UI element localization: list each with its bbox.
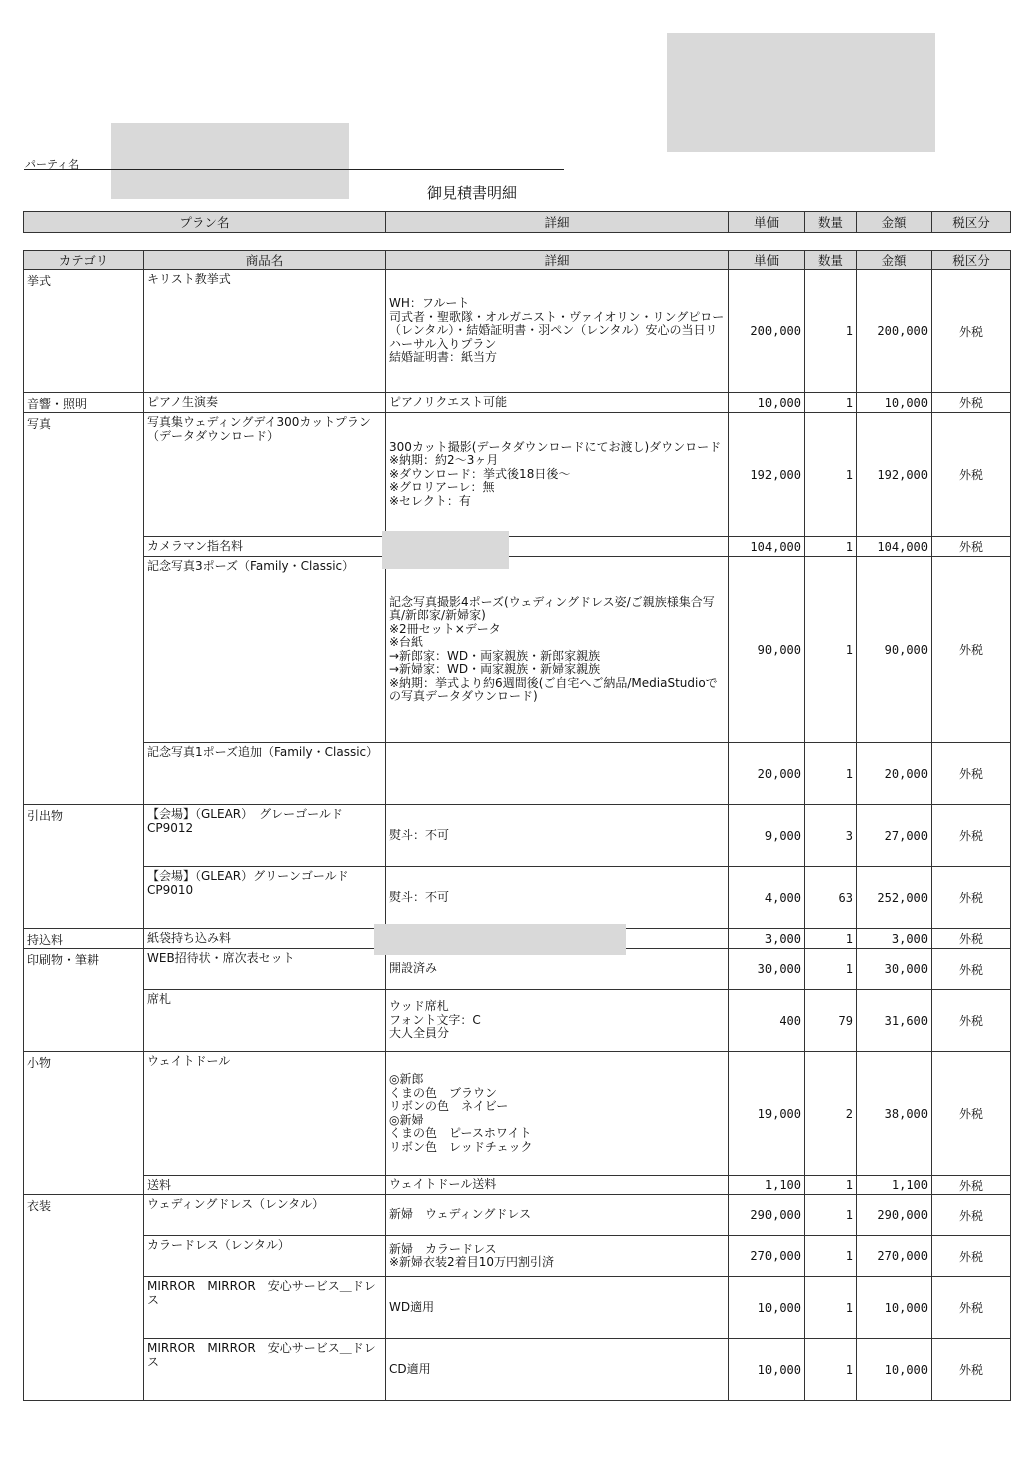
items-table	[23, 250, 1011, 1401]
category-cell: 挙式	[24, 270, 144, 393]
detail-cell: 記念写真撮影4ポーズ(ウェディングドレス姿/ご親族様集合写真/新郎家/新婦家) ※2冊セット×データ ※台紙 →新郎家：WD・両家親族・新郎家親族 →新婦家：WD・両家親族・新婦家親族 ※納期：挙式より約6週間後(ご自宅へご納品/MediaStudioでの写真データダウンロード)	[386, 557, 729, 743]
col-quantity: 数量	[805, 212, 857, 233]
col-product-name: 商品名	[144, 251, 386, 270]
detail-cell: ウェイトドール送料	[386, 1176, 729, 1195]
product-cell: 紙袋持ち込み料	[144, 929, 386, 949]
unit-price-cell: 9,000	[729, 805, 805, 867]
detail-cell: 300カット撮影(データダウンロードにてお渡し)ダウンロード ※納期：約2〜3ヶ月 ※ダウンロード：挙式後18日後〜 ※グロリアーレ：無 ※セレクト：有	[386, 413, 729, 537]
unit-price-cell: 90,000	[729, 557, 805, 743]
tax-type-cell: 外税	[932, 413, 1011, 537]
tax-type-cell: 外税	[932, 743, 1011, 805]
items-header-row	[24, 251, 1011, 270]
detail-cell: 新婦 カラードレス ※新婦衣装2着目10万円割引済	[386, 1236, 729, 1277]
col-amount: 金額	[857, 251, 932, 270]
redacted-logo-area	[667, 33, 935, 152]
col-unit-price: 単価	[729, 212, 805, 233]
amount-cell: 3,000	[857, 929, 932, 949]
amount-cell: 31,600	[857, 990, 932, 1052]
tax-type-cell: 外税	[932, 557, 1011, 743]
quantity-cell: 1	[805, 1176, 857, 1195]
unit-price-cell: 3,000	[729, 929, 805, 949]
table-row	[24, 537, 1011, 557]
product-cell: 席札	[144, 990, 386, 1052]
detail-cell: 新婦 ウェディングドレス	[386, 1195, 729, 1236]
detail-cell: 熨斗：不可	[386, 867, 729, 929]
redacted-party-name	[111, 123, 349, 199]
product-cell: 写真集ウェディングデイ300カットプラン（データダウンロード）	[144, 413, 386, 537]
amount-cell: 1,100	[857, 1176, 932, 1195]
unit-price-cell: 30,000	[729, 949, 805, 990]
unit-price-cell: 10,000	[729, 1277, 805, 1339]
detail-cell: 開設済み	[386, 949, 729, 990]
product-cell: MIRROR MIRROR 安心サービス＿ドレス	[144, 1339, 386, 1401]
quantity-cell: 1	[805, 1339, 857, 1401]
unit-price-cell: 270,000	[729, 1236, 805, 1277]
amount-cell: 252,000	[857, 867, 932, 929]
redacted-detail-bag-fee	[374, 924, 626, 955]
tax-type-cell: 外税	[932, 949, 1011, 990]
table-row	[24, 867, 1011, 929]
amount-cell: 290,000	[857, 1195, 932, 1236]
table-row	[24, 1052, 1011, 1176]
amount-cell: 20,000	[857, 743, 932, 805]
quantity-cell: 79	[805, 990, 857, 1052]
quantity-cell: 63	[805, 867, 857, 929]
quantity-cell: 1	[805, 413, 857, 537]
col-plan-name: プラン名	[24, 212, 386, 233]
product-cell: 送料	[144, 1176, 386, 1195]
unit-price-cell: 10,000	[729, 1339, 805, 1401]
product-cell: ウェディングドレス（レンタル）	[144, 1195, 386, 1236]
table-row	[24, 805, 1011, 867]
items-body	[24, 270, 1011, 1401]
amount-cell: 10,000	[857, 1277, 932, 1339]
quantity-cell: 1	[805, 537, 857, 557]
tax-type-cell: 外税	[932, 1176, 1011, 1195]
unit-price-cell: 192,000	[729, 413, 805, 537]
col-unit-price: 単価	[729, 251, 805, 270]
table-row	[24, 1339, 1011, 1401]
amount-cell: 270,000	[857, 1236, 932, 1277]
product-cell: ウェイトドール	[144, 1052, 386, 1176]
quantity-cell: 3	[805, 805, 857, 867]
amount-cell: 10,000	[857, 1339, 932, 1401]
table-row	[24, 1195, 1011, 1236]
detail-cell: ピアノリクエスト可能	[386, 393, 729, 413]
tax-type-cell: 外税	[932, 1339, 1011, 1401]
product-cell: ピアノ生演奏	[144, 393, 386, 413]
tax-type-cell: 外税	[932, 537, 1011, 557]
tax-type-cell: 外税	[932, 1052, 1011, 1176]
col-amount: 金額	[857, 212, 932, 233]
detail-cell	[386, 743, 729, 805]
category-cell: 小物	[24, 1052, 144, 1195]
amount-cell: 38,000	[857, 1052, 932, 1176]
col-detail: 詳細	[386, 212, 729, 233]
quantity-cell: 1	[805, 1277, 857, 1339]
col-tax-type: 税区分	[932, 212, 1011, 233]
unit-price-cell: 4,000	[729, 867, 805, 929]
product-cell: MIRROR MIRROR 安心サービス＿ドレス	[144, 1277, 386, 1339]
tax-type-cell: 外税	[932, 1277, 1011, 1339]
category-cell: 音響・照明	[24, 393, 144, 413]
amount-cell: 30,000	[857, 949, 932, 990]
detail-cell: WD適用	[386, 1277, 729, 1339]
quantity-cell: 1	[805, 270, 857, 393]
table-row	[24, 393, 1011, 413]
product-cell: 【会場】（GLEAR） グレーゴールド CP9012	[144, 805, 386, 867]
product-cell: WEB招待状・席次表セット	[144, 949, 386, 990]
plan-header-row	[24, 212, 1011, 233]
unit-price-cell: 20,000	[729, 743, 805, 805]
unit-price-cell: 200,000	[729, 270, 805, 393]
unit-price-cell: 400	[729, 990, 805, 1052]
col-detail: 詳細	[386, 251, 729, 270]
redacted-detail-cameraman	[382, 531, 509, 569]
tax-type-cell: 外税	[932, 270, 1011, 393]
party-name-label: パーティ名	[25, 158, 80, 171]
category-cell: 持込料	[24, 929, 144, 949]
table-row	[24, 413, 1011, 537]
category-cell: 印刷物・筆耕	[24, 949, 144, 1052]
quantity-cell: 1	[805, 1236, 857, 1277]
product-cell: 記念写真1ポーズ追加（Family・Classic）	[144, 743, 386, 805]
quantity-cell: 1	[805, 929, 857, 949]
tax-type-cell: 外税	[932, 1195, 1011, 1236]
detail-cell: 熨斗：不可	[386, 805, 729, 867]
tax-type-cell: 外税	[932, 867, 1011, 929]
table-row	[24, 743, 1011, 805]
quantity-cell: 1	[805, 743, 857, 805]
page-title: 御見積書明細	[426, 184, 517, 202]
category-cell: 衣装	[24, 1195, 144, 1401]
amount-cell: 104,000	[857, 537, 932, 557]
table-row	[24, 557, 1011, 743]
unit-price-cell: 104,000	[729, 537, 805, 557]
category-cell: 写真	[24, 413, 144, 805]
col-quantity: 数量	[805, 251, 857, 270]
category-cell: 引出物	[24, 805, 144, 929]
table-row	[24, 1236, 1011, 1277]
table-row	[24, 1277, 1011, 1339]
unit-price-cell: 10,000	[729, 393, 805, 413]
tax-type-cell: 外税	[932, 393, 1011, 413]
product-cell: 記念写真3ポーズ（Family・Classic）	[144, 557, 386, 743]
party-name-underline	[24, 169, 564, 170]
unit-price-cell: 19,000	[729, 1052, 805, 1176]
amount-cell: 10,000	[857, 393, 932, 413]
tax-type-cell: 外税	[932, 990, 1011, 1052]
product-cell: キリスト教挙式	[144, 270, 386, 393]
quantity-cell: 1	[805, 393, 857, 413]
amount-cell: 192,000	[857, 413, 932, 537]
product-cell: 【会場】（GLEAR）グリーンゴールド CP9010	[144, 867, 386, 929]
quantity-cell: 1	[805, 557, 857, 743]
product-cell: カメラマン指名料	[144, 537, 386, 557]
unit-price-cell: 1,100	[729, 1176, 805, 1195]
detail-cell: ◎新郎 くまの色 ブラウン リボンの色 ネイビー ◎新婦 くまの色 ピースホワイト リボン色 レッドチェック	[386, 1052, 729, 1176]
amount-cell: 200,000	[857, 270, 932, 393]
tax-type-cell: 外税	[932, 929, 1011, 949]
table-row	[24, 270, 1011, 393]
plan-header-table	[23, 211, 1011, 233]
quantity-cell: 1	[805, 1195, 857, 1236]
quantity-cell: 2	[805, 1052, 857, 1176]
unit-price-cell: 290,000	[729, 1195, 805, 1236]
quantity-cell: 1	[805, 949, 857, 990]
amount-cell: 27,000	[857, 805, 932, 867]
col-tax-type: 税区分	[932, 251, 1011, 270]
detail-cell: CD適用	[386, 1339, 729, 1401]
detail-cell: ウッド席札 フォント文字：C 大人全員分	[386, 990, 729, 1052]
table-row	[24, 1176, 1011, 1195]
col-category: カテゴリ	[24, 251, 144, 270]
table-row	[24, 990, 1011, 1052]
amount-cell: 90,000	[857, 557, 932, 743]
tax-type-cell: 外税	[932, 805, 1011, 867]
detail-cell: WH：フルート 司式者・聖歌隊・オルガニスト・ヴァイオリン・リングピロー（レンタル）・結婚証明書・羽ペン（レンタル）安心の当日リハーサル入りプラン 結婚証明書：紙当方	[386, 270, 729, 393]
tax-type-cell: 外税	[932, 1236, 1011, 1277]
product-cell: カラードレス（レンタル）	[144, 1236, 386, 1277]
